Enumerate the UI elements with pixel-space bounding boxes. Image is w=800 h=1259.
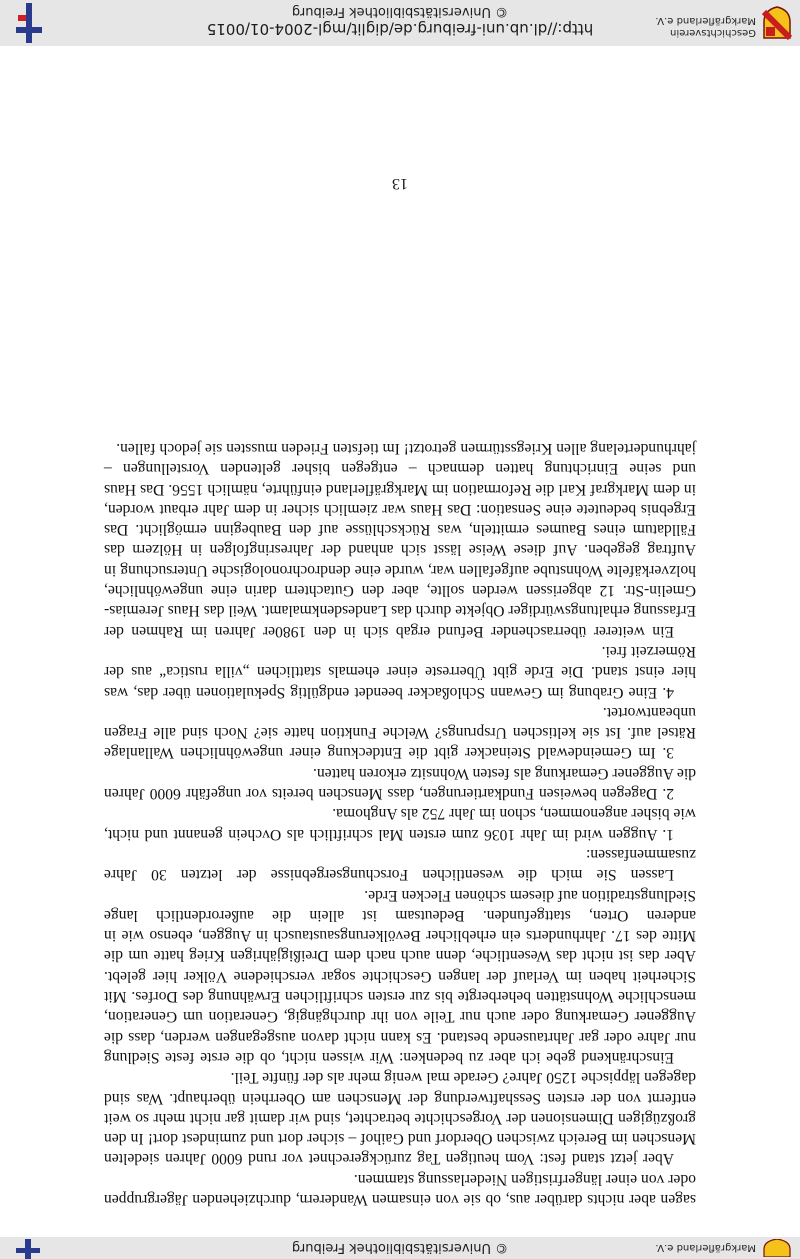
footer-copyright: © Universitätsbibliothek Freiburg — [291, 1240, 509, 1255]
list-item: 3. Im Gemeindewald Steinacker gibt die Entdeckung einer ungewöhnlichen Wallanlage Rätsel auf. Ist sie keltischen Ursprungs? Welche Funktion hatte sie? Noch sind alle Fragen unbeantwortet. — [104, 703, 696, 762]
paragraph: sagen aber nichts darüber aus, ob sie von einsamen Wanderern, durchziehenden Jägergruppen oder von einer längerfristigen Niederlassung stammen. — [104, 1170, 696, 1208]
society-name-footer: Markgräflerland e.V. — [655, 1242, 756, 1253]
page-number: 13 — [392, 175, 408, 192]
university-logo-icon-footer — [16, 1239, 40, 1259]
document-url[interactable]: http://dl.ub.uni-freiburg.de/diglit/mgl-2004-01/0015 — [206, 20, 594, 38]
copyright-line: © Universitätsbibliothek Freiburg — [291, 4, 509, 19]
paragraph: Ein weiterer überraschender Befund ergab sich in den 1980er Jahren im Rahmen der Erfassung erhaltungswürdiger Objekte durch das Landesdenkmalamt. Weil das Haus Jeremias-Gmelin-Str. 12 abgerissen werden sollte, aber den Gutachtern darin eine ungewöhnliche, holzverkäfelte Wohnstube aufgefallen war, wurde eine dendrochronologische Untersuchung in Auftrag gegeben. Auf diese Weise lässt sich anhand der Jahresringfolgen in Hölzern das Fälldatum eines Baumes ermitteln, was Rückschlüsse auf den Baubeginn ermöglicht. Das Ergebnis bedeutete eine Sensation: Das Haus war ziemlich sicher in dem Jahr erbaut worden, in dem Markgraf Karl die Reformation im Markgräflerland einführte, nämlich 1556. Das Haus und seine Einrichtung hatten demnach – entgegen bisher geltenden Vorstellungen – jahrhundertelang allen Kriegsstürmen getrotzt! Im tiefsten Frieden mussten sie jedoch fallen. — [104, 440, 696, 640]
paragraph: Einschränkend gebe ich aber zu bedenken: Wir wissen nicht, ob die erste feste Siedlung nur Jahre oder gar Jahrtausende bestand. Es kann nicht davon ausgegangen werden, dass die Auggener Gemarkung oder auch nur Teile von ihr durchgängig, Generation um Generation, menschliche Wohnstätten beherbergte bis zur ersten schriftlichen Erwähnung des Dorfes. Mit Sicherheit haben im Verlauf der langen Geschichte sogar verschiedene Völker hier gelebt. Aber das ist nicht das Wesentliche, denn auch nach dem Dreißigjährigen Krieg hatte um die Mitte des 17. Jahrhunderts ein erheblicher Bevölkerungsaustausch in Auggen, ebenso wie in anderen Orten, stattgefunden. Bedeutsam ist allein die außerordentlich lange Siedlungstradition auf diesem schönen Flecken Erde. — [104, 886, 696, 1066]
body-text — [104, 438, 696, 1209]
university-logo-icon — [16, 3, 42, 43]
list-item: 2. Dagegen beweisen Fundkartierungen, dass Menschen bereits vor ungefähr 6000 Jahren die Auggener Gemarkung als festen Wohnsitz erkoren hatten. — [104, 764, 696, 803]
paragraph: Lassen Sie mich die wesentlichen Forschungsergebnisse der letzten 30 Jahre zusammenfassen: — [104, 845, 696, 884]
list-item: 4. Eine Grabung im Gewann Schloßacker beendet endgültig Spekulationen über das, was hier einst stand. Die Erde gibt Überreste einer ehemals stattlichen „villa rustica“ aus der Römerzeit frei. — [104, 642, 696, 701]
list-item: 1. Auggen wird im Jahr 1036 zum ersten Mal schriftlich als Ovchein genannt und nicht, wie bisher angenommen, schon im Jahr 752 als Anghoma. — [104, 805, 696, 843]
society-name: Geschichtsverein Markgräflerland e.V. — [655, 15, 756, 38]
paragraph: Aber jetzt stand fest: Vom heutigen Tag zurückgerechnet vor rund 6000 Jahren siedelten Menschen im Bereich zwischen Oberdorf und Gaihof – sicher dort und zumindest dort! In den großzügigen Dimensionen der Vorgeschichte betrachtet, sind wir damit gar nicht mehr so weit entfernt von der ersten Sesshaftwerdung der Menschen am Oberrhein überhaupt. Was sind dagegen läppische 1250 Jahre? Gerade mal wenig mehr als der fünfte Teil. — [104, 1069, 696, 1168]
